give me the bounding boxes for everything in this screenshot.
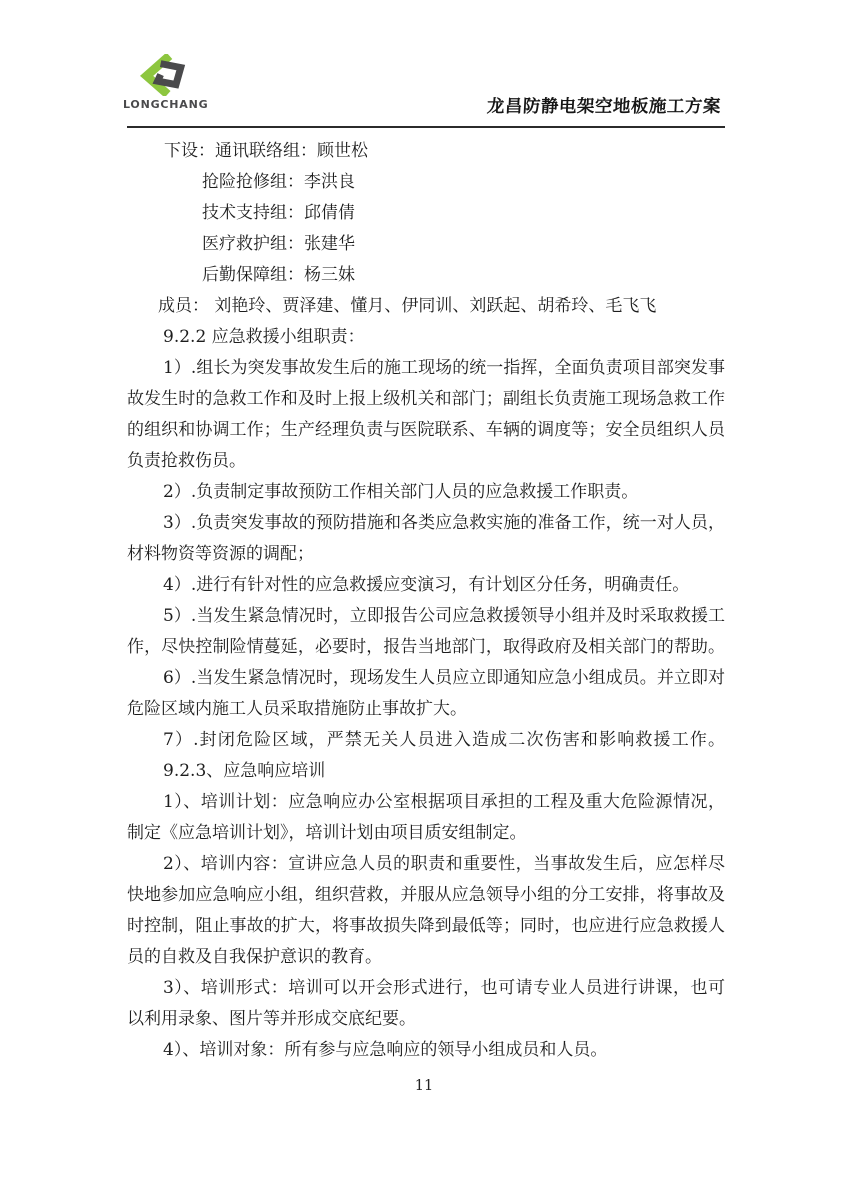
text-line: 危险区域内施工人员采取措施防止事故扩大。: [127, 699, 467, 719]
page-footer: [0, 1078, 848, 1094]
page-number: 11: [414, 1078, 434, 1094]
text-line: 7）.封闭危险区域，严禁无关人员进入造成二次伤害和影响救援工作。: [163, 730, 725, 750]
page-header: [123, 54, 725, 128]
text-line: 3）.负责突发事故的预防措施和各类应急救实施的准备工作，统一对人员，: [163, 513, 725, 533]
text-line: 快地参加应急响应小组，组织营救，并服从应急领导小组的分工安排，将事故及: [127, 885, 725, 905]
text-line: 制定《应急培训计划》，培训计划由项目质安组制定。: [127, 823, 527, 843]
text-line: 下设：通讯联络组：顾世松: [164, 141, 368, 161]
text-line: 3）、培训形式：培训可以开会形式进行，也可请专业人员进行讲课，也可: [163, 978, 725, 998]
text-line: 2）.负责制定事故预防工作相关部门人员的应急救援工作职责。: [163, 482, 639, 502]
company-logo: [123, 54, 213, 111]
text-line: 员的自救及自我保护意识的教育。: [127, 947, 382, 967]
text-line: 材料物资等资源的调配；: [127, 544, 314, 564]
text-line: 以利用录象、图片等并形成交底纪要。: [127, 1009, 416, 1029]
text-line: 后勤保障组：杨三妹: [202, 265, 355, 285]
section-heading: 9.2.3、应急响应培训: [163, 761, 326, 781]
text-line: 技术支持组：邱倩倩: [202, 203, 355, 223]
text-line: 负责抢救伤员。: [127, 451, 246, 471]
logo-dark-hook: [158, 64, 181, 85]
logo-brand-text: LONGCHANG: [123, 98, 209, 111]
text-line: 成员： 刘艳玲、贾泽建、懂月、伊同训、刘跃起、胡希玲、毛飞飞: [158, 296, 657, 316]
text-line: 5）.当发生紧急情况时，立即报告公司应急救援领导小组并及时采取救援工: [163, 606, 725, 626]
text-line: 1）、培训计划：应急响应办公室根据项目承担的工程及重大危险源情况，: [163, 792, 725, 812]
text-line: 2）、培训内容：宣讲应急人员的职责和重要性，当事故发生后，应怎样尽: [163, 854, 725, 874]
text-line: 作，尽快控制险情蔓延，必要时，报告当地部门，取得政府及相关部门的帮助。: [127, 637, 725, 657]
text-line: 的组织和协调工作；生产经理负责与医院联系、车辆的调度等；安全员组织人员: [127, 420, 725, 440]
text-line: 时控制，阻止事故的扩大，将事故损失降到最低等；同时，也应进行应急救援人: [127, 916, 725, 936]
document-body: [127, 136, 725, 1066]
document-title: 龙昌防静电架空地板施工方案: [486, 97, 722, 117]
text-line: 1）.组长为突发事故发生后的施工现场的统一指挥，全面负责项目部突发事: [163, 358, 725, 378]
text-line: 故发生时的急救工作和及时上报上级机关和部门；副组长负责施工现场急救工作: [127, 389, 725, 409]
text-line: 4）、培训对象：所有参与应急响应的领导小组成员和人员。: [163, 1040, 608, 1060]
text-line: 医疗救护组：张建华: [202, 234, 355, 254]
text-line: 6）.当发生紧急情况时，现场发生人员应立即通知应急小组成员。并立即对: [163, 668, 725, 688]
text-line: 抢险抢修组：李洪良: [202, 172, 355, 192]
section-heading: 9.2.2 应急救援小组职责：: [163, 327, 365, 347]
longchang-logo-icon: [138, 54, 192, 96]
text-line: 4）.进行有针对性的应急救援应变演习，有计划区分任务，明确责任。: [163, 575, 690, 595]
